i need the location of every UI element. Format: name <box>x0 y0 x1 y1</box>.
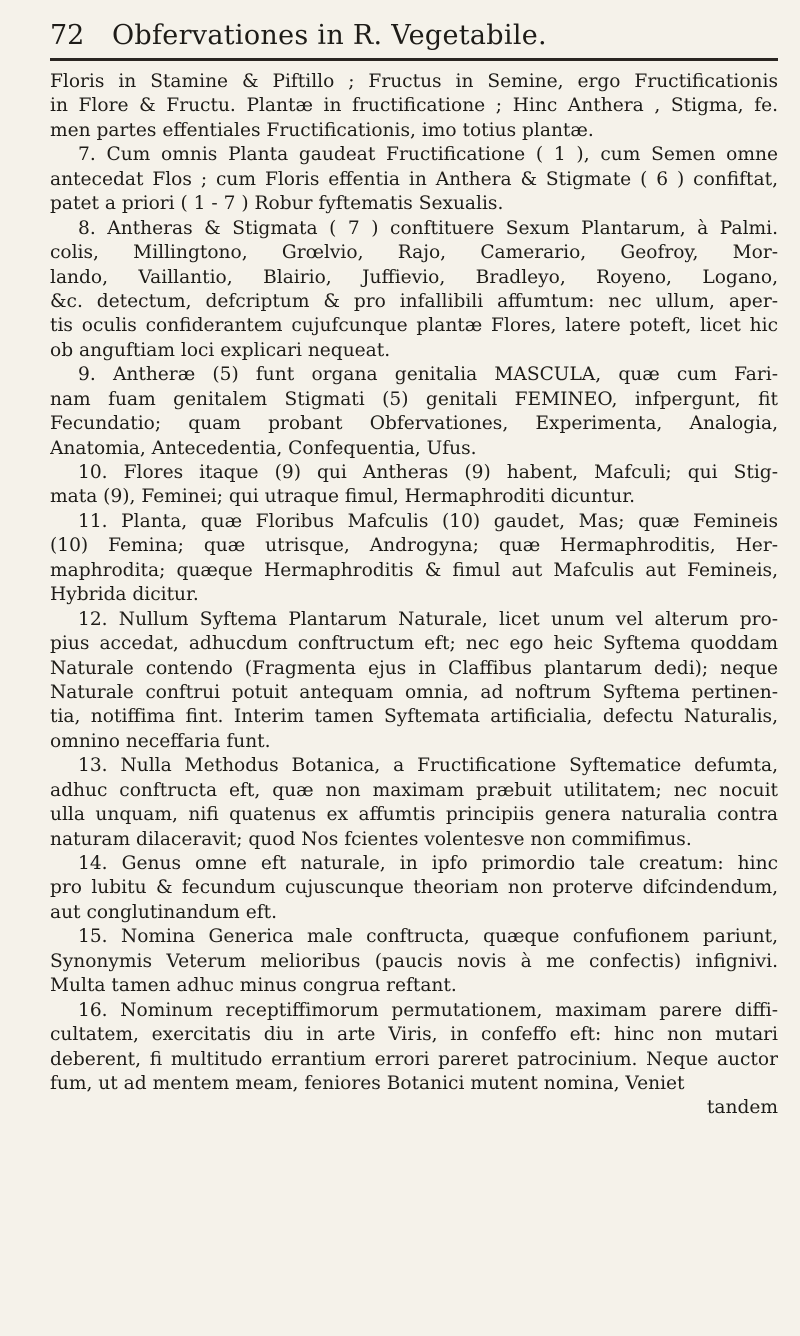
text-line: Synonymis Veterum melioribus (paucis novis à me confectis) infignivi. <box>50 950 778 972</box>
text-line: 14. Genus omne eft naturale, in ipfo primordio tale creatum: hinc <box>78 853 778 874</box>
text-line: deberent, fi multitudo errantium errori pareret patrocinium. Neque auctor <box>50 1048 778 1070</box>
text-line: 16. Nominum receptiffimorum permutationem, maximam parere diffi- <box>78 999 778 1021</box>
text-line: pro lubitu & fecundum cujuscunque theoriam non proterve difcindendum, <box>50 877 778 899</box>
text-line: adhuc conftructa eft, quæ non maximam præbuit utilitatem; nec nocuit <box>50 779 778 801</box>
text-line: tia, notiffima fint. Interim tamen Syftemata artificialia, defectu Naturalis, <box>50 706 778 728</box>
text-line: 7. Cum omnis Planta gaudeat Fructificatione ( 1 ), cum Semen omne <box>78 144 778 166</box>
header-rule <box>50 58 778 61</box>
text-line: 8. Antheras & Stigmata ( 7 ) conftituere Sexum Plantarum, à Palmi. <box>78 217 778 239</box>
text-line: men partes effentiales Fructificationis, imo totius plantæ. <box>50 119 594 141</box>
text-line: patet a priori ( 1 - 7 ) Robur fyftematis Sexualis. <box>50 193 504 215</box>
text-line: 15. Nomina Generica male conftructa, quæque confufionem pariunt, <box>78 926 778 948</box>
text-line: 12. Nullum Syftema Plantarum Naturale, licet unum vel alterum pro- <box>78 608 778 630</box>
text-line: Fecundatio; quam probant Obfervationes, Experimenta, Analogia, <box>50 413 778 435</box>
text-line: mata (9), Feminei; qui utraque fimul, Hermaphroditi dicuntur. <box>50 486 636 508</box>
text-line: lando, Vaillantio, Blairio, Juffievio, Bradleyo, Royeno, Logano, <box>50 266 778 288</box>
text-line: 13. Nulla Methodus Botanica, a Fructificatione Syftematice defumta, <box>78 755 778 777</box>
text-line: Naturale contendo (Fragmenta ejus in Claffibus plantarum dedi); neque <box>50 657 778 679</box>
text-line: naturam dilaceravit; quod Nos fcientes volentesve non commifimus. <box>50 828 692 850</box>
text-line: fum, ut ad mentem meam, feniores Botanici mutent nomina, Veniet <box>50 1072 685 1094</box>
page-header <box>50 10 780 54</box>
text-line: 10. Flores itaque (9) qui Antheras (9) habent, Mafculi; qui Stig- <box>78 462 778 483</box>
text-line: tis oculis confiderantem cujufcunque plantæ Flores, latere poteft, licet hic <box>50 315 778 337</box>
text-line: antecedat Flos ; cum Floris effentia in Anthera & Stigmate ( 6 ) confiftat, <box>50 168 778 190</box>
text-line: 9. Antheræ (5) funt organa genitalia MASCULA, quæ cum Fari- <box>78 364 778 386</box>
text-line: cultatem, exercitatis diu in arte Viris, in confeffo eft: hinc non mutari <box>50 1024 778 1046</box>
text-line: omnino neceffaria funt. <box>50 730 271 752</box>
text-line: Multa tamen adhuc minus congrua reftant. <box>50 975 457 997</box>
text-line: Hybrida dicitur. <box>50 584 199 606</box>
text-line: pius accedat, adhucdum conftructum eft; nec ego heic Syftema quoddam <box>50 633 778 655</box>
text-line: maphrodita; quæque Hermaphroditis & fimul aut Mafculis aut Femineis, <box>50 559 778 581</box>
text-line: tandem <box>706 1097 778 1119</box>
text-line: ob anguftiam loci explicari nequeat. <box>50 339 391 361</box>
text-line: colis, Millingtono, Grœlvio, Rajo, Camerario, Geofroy, Mor- <box>50 242 778 264</box>
text-line: Floris in Stamine & Piftillo ; Fructus in Semine, ergo Fructificationis <box>50 71 778 92</box>
text-line: &c. detectum, defcriptum & pro infallibili affumtum: nec ullum, aper- <box>50 290 778 312</box>
text-line: aut conglutinandum eft. <box>50 901 277 923</box>
text-line: Anatomia, Antecedentia, Confequentia, Ufus. <box>50 437 477 459</box>
text-line: nam fuam genitalem Stigmati (5) genitali FEMINEO, infpergunt, fit <box>50 388 778 410</box>
text-body <box>50 70 778 1121</box>
text-line: (10) Femina; quæ utrisque, Androgyna; quæ Hermaphroditis, Her- <box>50 535 778 557</box>
text-line: in Flore & Fructu. Plantæ in fructificatione ; Hinc Anthera , Stigma, fe. <box>50 95 778 117</box>
text-line: Naturale conftrui potuit antequam omnia, ad noftrum Syftema pertinen- <box>50 681 778 703</box>
text-line: 11. Planta, quæ Floribus Mafculis (10) gaudet, Mas; quæ Femineis <box>78 510 778 532</box>
running-title: Obfervationes in R. Vegetabile. <box>112 20 547 51</box>
text-line: ulla unquam, nifi quatenus ex affumtis principiis genera naturalia contra <box>50 804 778 826</box>
page-number: 72 <box>50 20 85 51</box>
